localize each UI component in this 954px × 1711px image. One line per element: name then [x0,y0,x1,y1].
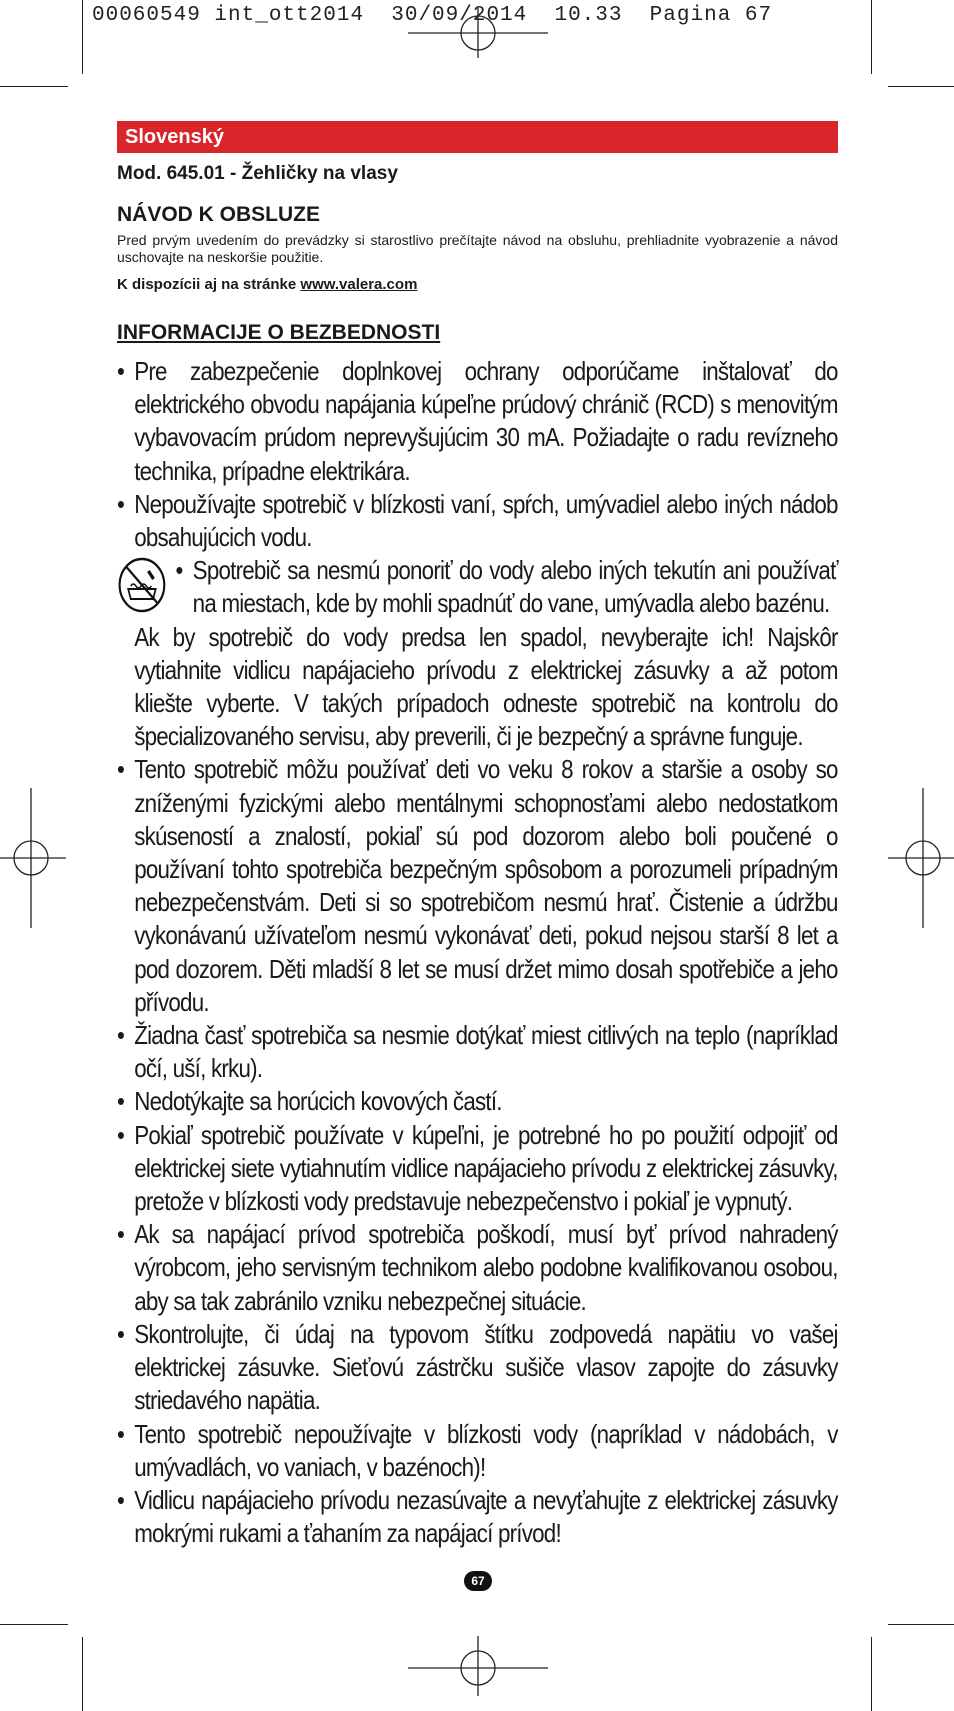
registration-mark-icon [888,788,954,928]
crop-mark-bottom-right-v [871,1637,872,1711]
crop-mark-top-left-v [82,0,83,74]
list-item: • Nedotýkajte sa horúcich kovových častí. [117,1085,838,1118]
list-item: • Tento spotrebič nepoužívajte v blízkosti vody (napríklad v nádobách, v umývadlách, vo vaniach, v bazénoch)! [117,1418,838,1484]
list-item: • Skontrolujte, či údaj na typovom štítku zodpovedá napätiu vo vašej elektrickej zásuvke. Sieťovú zástrčku sušiče vlasov zapojte do zásuvky striedavého napätia. [117,1318,838,1418]
intro-text: Pred prvým uvedením do prevádzky si starostlivo prečítajte návod na obsluhu, prehliadnite vyobrazenie a návod uschovajte na neskoršie použitie. [117,232,838,265]
crop-mark-bottom-right-h [888,1624,954,1625]
registration-mark-icon [408,1636,548,1696]
print-header: 00060549 int_ott2014 30/09/2014 10.33 Pagina 67 [92,4,773,27]
list-item-with-icon [117,554,838,620]
registration-mark-icon [408,8,548,58]
list-item: • Nepoužívajte spotrebič v blízkosti vaní, spŕch, umývadiel alebo iných nádob obsahujúcich vodu. [117,488,838,554]
manual-title: NÁVOD K OBSLUZE [117,203,321,226]
model-title: Mod. 645.01 - Žehličky na vlasy [117,163,398,184]
list-item: • Tento spotrebič môžu používať deti vo veku 8 rokov a staršie a osoby so zníženými fyzickými alebo mentálnymi schopnosťami alebo nedostatkom skúseností a znalostí, pokiaľ sú pod dozorom alebo boli poučené o používaní tohto spotrebiča bezpečným spôsobom a porozumeli prípadným nebezpečenstvám. Deti si so spotrebičom nesmú hrať. Čistenie a údržbu vykonávanú užívateľom nesmú vykonávať deti, pokud nejsou starší 8 let a pod dozorem. Děti mladší 8 let se musí držet mimo dosah spotřebiče a jeho přívodu. [117,753,838,1019]
list-item: • Pokiaľ spotrebič používate v kúpeľni, je potrebné ho po použití odpojiť od elektrickej siete vytiahnutím vidlice napájacieho prívodu z elektrickej zásuvky, pretože v blízkosti vody predstavuje nebezpečenstvo i pokiaľ je vypnutý. [117,1119,838,1219]
crop-mark-top-right-v [871,0,872,74]
list-item: • Žiadna časť spotrebiča sa nesmie dotýkať miest citlivých na teplo (napríklad očí, uší, krku). [117,1019,838,1085]
crop-mark-top-left-h [0,86,68,87]
website-link[interactable]: www.valera.com [300,276,418,293]
list-item: • Pre zabezpečenie doplnkovej ochrany odporúčame inštalovať do elektrického obvodu napájania kúpeľne prúdový chránič (RCD) s menovitým vybavovacím prúdom neprevyšujúcim 30 mA. Požiadajte o radu revízneho technika, prípadne elektrikára. [117,355,838,488]
list-item-text: Spotrebič sa nesmú ponoriť do vody alebo iných tekutín ani používať na miestach, kde by mohli spadnúť do vane, umývadla alebo bazénu. [192,555,838,619]
language-bar: Slovenský [117,121,838,153]
safety-list [117,355,838,1550]
no-bath-icon [117,556,167,614]
bullet: • [175,555,183,586]
registration-mark-icon [0,788,66,928]
availability-line [117,276,417,293]
list-item-continuation: Ak by spotrebič do vody predsa len spadol, nevyberajte ich! Najskôr vytiahnite vidlicu napájacieho prívodu z elektrickej zásuvky a až potom kliešte vyberte. V takých prípadoch odneste spotrebič na kontrolu do špecializovaného servisu, aby preverili, či je bezpečný a správne funguje. [134,621,838,752]
list-item: • Ak sa napájací prívod spotrebiča poškodí, musí byť prívod nahradený výrobcom, jeho servisným technikom alebo podobne kvalifikovanou osobou, aby sa tak zabránilo vzniku nebezpečnej situácie. [117,1218,838,1318]
crop-mark-bottom-left-v [82,1637,83,1711]
crop-mark-top-right-h [888,86,954,87]
availability-label: K dispozícii aj na stránke [117,276,301,293]
crop-mark-bottom-left-h [0,1624,68,1625]
list-item: • Vidlicu napájacieho prívodu nezasúvajte a nevyťahujte z elektrickej zásuvky mokrými rukami a ťahaním za napájací prívod! [117,1484,838,1550]
page-number: 67 [464,1571,492,1591]
safety-title: INFORMACIJE O BEZBEDNOSTI [117,321,441,344]
